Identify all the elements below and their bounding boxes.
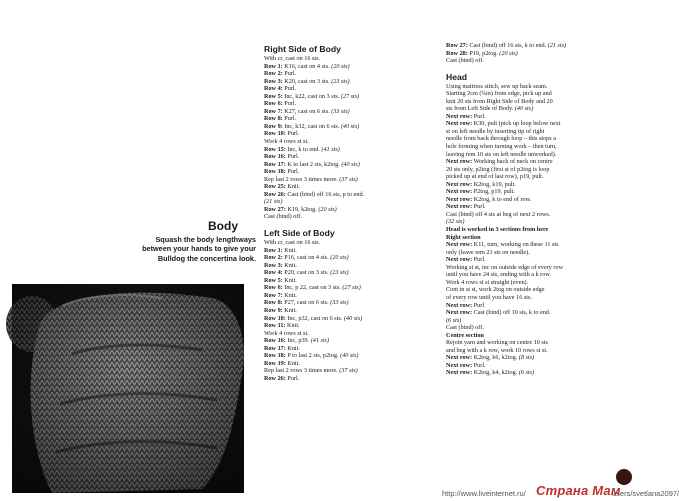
instruction-line — [446, 279, 646, 287]
instruction-text: P16, cast on 4 sts. — [282, 254, 331, 262]
instruction-text: Knit. — [282, 291, 297, 299]
instruction-text: K19, k2tog. — [285, 205, 319, 213]
instruction-line — [446, 188, 646, 196]
row-label: Row 17: — [264, 344, 286, 352]
watermark-logo: Страна Мам — [536, 483, 621, 498]
instruction-line — [446, 42, 646, 50]
instruction-line — [264, 307, 444, 315]
instruction-text: Purl. — [282, 115, 297, 123]
instruction-line — [446, 309, 646, 317]
head-instructions — [446, 83, 646, 377]
instruction-text: Rep last 2 rows 3 times more. — [264, 367, 340, 375]
instruction-subheading: Centre section — [446, 331, 484, 339]
row-label: Next row: — [446, 256, 473, 264]
right-side-instructions — [264, 55, 444, 221]
instruction-line — [264, 123, 444, 131]
instruction-line — [446, 90, 646, 98]
row-label: Row 10: — [264, 314, 286, 322]
instruction-text: Cast (bind) off. — [264, 213, 302, 221]
instruction-text: P2tog, p19, pult. — [472, 188, 515, 196]
row-label: Row 6: — [264, 284, 283, 292]
row-label: Row 8: — [264, 299, 283, 307]
instruction-line — [264, 284, 444, 292]
stitch-count: (20 sts) — [330, 254, 349, 262]
row-label: Row 28: — [446, 49, 468, 57]
instruction-line — [264, 367, 444, 375]
stitch-count: (40 sts) — [343, 314, 363, 322]
instruction-text: Purl. — [472, 112, 486, 120]
instruction-line — [264, 315, 444, 323]
instruction-line — [264, 115, 444, 123]
instruction-line — [264, 198, 444, 206]
instruction-line — [446, 369, 646, 377]
instruction-text: Inc, p39. — [285, 337, 311, 345]
instruction-text: Work 4 rows st st straight (even). — [446, 278, 529, 286]
instruction-text: P27, cast on 6 sts. — [282, 299, 331, 307]
instruction-text: Purl. — [282, 70, 297, 78]
instruction-text: Purl. — [472, 203, 486, 211]
watermark-user: users/svetlana2097/ — [612, 489, 679, 498]
instruction-line — [264, 262, 444, 270]
instruction-text: With cr, cast on 16 sts. — [264, 55, 321, 62]
instruction-line — [264, 108, 444, 116]
instruction-line — [446, 271, 646, 279]
row-label: Next row: — [446, 301, 473, 309]
row-label: Row 26: — [264, 374, 286, 382]
instruction-line — [446, 241, 646, 249]
watermark-url: http://www.liveinternet.ru/ — [442, 489, 526, 498]
instruction-text: Cast (bind) off 10 sts, k to end. — [472, 309, 551, 317]
body-text-line: Squash the body lengthways — [155, 235, 256, 244]
instruction-text: K16, cast on 4 sts. — [282, 62, 332, 70]
instruction-text: Inc, p32, cast on 6 sts. — [285, 314, 344, 322]
instruction-line — [446, 135, 646, 143]
instruction-text: Purl. — [472, 256, 486, 264]
instruction-line — [446, 50, 646, 58]
instruction-text: only (leave rem 21 sts on needle). — [446, 248, 530, 256]
instruction-text: Purl — [472, 301, 485, 309]
row-label: Row 3: — [264, 77, 283, 85]
stitch-count: (23 sts) — [331, 77, 350, 85]
instruction-text: Purl. — [285, 130, 300, 138]
instruction-line — [446, 354, 646, 362]
instruction-text: Cast (bind) off 4 sts at beg of next 2 rows. — [446, 210, 551, 218]
instruction-line — [264, 55, 444, 63]
row-label: Row 7: — [264, 291, 283, 299]
instruction-line — [446, 196, 646, 204]
instruction-line — [446, 158, 646, 166]
instruction-line — [264, 206, 444, 214]
row-label: Row 18: — [264, 168, 286, 176]
instruction-line — [446, 203, 646, 211]
stitch-count: (20 sts) — [318, 205, 337, 213]
instruction-line — [264, 78, 444, 86]
row-label: Row 9: — [264, 306, 283, 314]
instruction-text: needle from back through loop – this stops a — [446, 135, 556, 143]
row-label: Row 17: — [264, 160, 286, 168]
instruction-line — [446, 324, 646, 332]
stitch-count: (37 sts) — [339, 175, 358, 183]
watermark — [440, 483, 679, 501]
stitch-count: (40 sts) — [340, 122, 360, 130]
instruction-subheading: Right section — [446, 233, 481, 241]
stitch-count: (40 sts) — [340, 352, 359, 360]
right-column — [446, 42, 646, 377]
instruction-line — [446, 249, 646, 257]
row-label: Row 26: — [264, 190, 286, 198]
instruction-text: Purl. — [285, 153, 300, 161]
instruction-line — [446, 151, 646, 159]
instruction-text: Working st st, inc on outside edge of every row — [446, 263, 564, 271]
instruction-line — [446, 120, 646, 128]
right-side-final-rows — [446, 42, 646, 65]
instruction-line — [446, 173, 646, 181]
body-text-line: Bulldog the concertina look. — [157, 253, 256, 263]
row-label: Row 2: — [264, 70, 283, 78]
instruction-text: Knit. — [285, 359, 300, 367]
instruction-text: K27, cast on 6 sts. — [282, 107, 332, 115]
stitch-count: (33 sts) — [331, 107, 350, 115]
row-label: Row 4: — [264, 269, 283, 277]
instruction-text: Work 4 rows st st. — [264, 138, 309, 146]
instruction-text: Cast (bind) off. — [446, 324, 484, 332]
instruction-line — [264, 247, 444, 255]
instruction-line — [264, 153, 444, 161]
middle-column — [264, 44, 444, 382]
row-label: Next row: — [446, 309, 473, 317]
row-label: Row 16: — [264, 153, 286, 161]
instruction-text: P20, cast on 3 sts. — [282, 269, 331, 277]
instruction-line — [264, 330, 444, 338]
instruction-line — [446, 128, 646, 136]
row-label: Next row: — [446, 354, 473, 362]
instruction-text: Cast (bind) off 16 sts, k to end. — [467, 42, 548, 49]
instruction-line — [264, 269, 444, 277]
row-label: Row 19: — [264, 359, 286, 367]
instruction-line — [446, 83, 646, 91]
instruction-text: With cr, cast on 16 sts. — [264, 239, 321, 247]
row-label: Row 3: — [264, 261, 283, 269]
row-label: Row 16: — [264, 337, 286, 345]
instruction-line — [446, 362, 646, 370]
stitch-count: (33 sts) — [330, 299, 349, 307]
instruction-line — [264, 63, 444, 71]
instruction-text: Rejoin yarn and working on centre 10 sts — [446, 339, 548, 347]
row-label: Row 27: — [264, 205, 286, 213]
instruction-line — [264, 100, 444, 108]
row-label: Row 6: — [264, 100, 283, 108]
instruction-text: of every row until you have 16 sts. — [446, 293, 532, 301]
instruction-line — [264, 299, 444, 307]
stitch-count: (8 sts) — [518, 354, 535, 362]
instruction-text: picked up at end of last row), p19, pult. — [446, 173, 544, 181]
stitch-count: (21 sts) — [264, 198, 283, 206]
instruction-text: 20 sts only, p2tog (first st of p2tog is loop — [446, 165, 550, 173]
instruction-text: Rep last 2 rows 3 times more. — [264, 175, 340, 183]
instruction-text: Knit. — [282, 261, 297, 269]
instruction-line — [264, 345, 444, 353]
instruction-text: Cont in st st, work 2tog on outside edge — [446, 286, 545, 294]
row-label: Row 9: — [264, 122, 283, 130]
row-label: Row 1: — [264, 246, 283, 254]
stitch-count: (20 sts) — [331, 62, 350, 70]
instruction-text: Work 4 rows st st. — [264, 329, 309, 337]
instruction-text: Using mattress stitch, sew up back seam. — [446, 82, 548, 90]
instruction-text: hole forming when turning work – then turn, — [446, 143, 557, 151]
instruction-text: until you have 24 sts, ending with a k row. — [446, 271, 551, 279]
instruction-text: Purl. — [472, 361, 486, 369]
instruction-text: K to last 2 sts, k2tog. — [285, 160, 342, 168]
stitch-count: (6 sts) — [518, 369, 535, 377]
instruction-line — [264, 168, 444, 176]
body-text-line: between your hands to give your — [142, 244, 256, 254]
instruction-line — [446, 264, 646, 272]
instruction-line — [446, 143, 646, 151]
row-label: Row 2: — [264, 254, 283, 262]
stitch-count: (21 sts) — [547, 42, 567, 49]
instruction-text: K2tog, k6, k2tog. — [472, 354, 519, 362]
stitch-count: (6 sts) — [446, 316, 462, 324]
instruction-line — [264, 183, 444, 191]
instruction-text: P to last 2 sts, p2tog. — [285, 352, 341, 360]
left-side-instructions — [264, 239, 444, 382]
instruction-text: K2tog, k19, pult. — [472, 180, 516, 188]
right-side-title: Right Side of Body — [264, 44, 341, 54]
stitch-count: (41 sts) — [310, 337, 330, 345]
stitch-count: (27 sts) — [342, 284, 361, 292]
instruction-line — [446, 339, 646, 347]
row-label: Row 25: — [264, 183, 286, 191]
instruction-line — [264, 375, 444, 383]
instruction-text: Inc, p 22, cast on 3 sts. — [282, 284, 343, 292]
instruction-line — [446, 105, 646, 113]
instruction-line — [446, 211, 646, 219]
instruction-text: knit 20 sts from Right Side of Body and 20 — [446, 97, 553, 105]
instruction-text: Inc, k to end. — [285, 145, 322, 153]
instruction-line — [446, 294, 646, 302]
stitch-count: (27 sts) — [340, 92, 360, 100]
stitch-count: (20 sts) — [499, 49, 518, 57]
instruction-line — [446, 166, 646, 174]
instruction-line — [446, 226, 646, 234]
instruction-text: Purl. — [282, 100, 297, 108]
left-side-title: Left Side of Body — [264, 228, 335, 239]
instruction-text: P19, p2tog. — [467, 49, 500, 57]
instruction-text: Inc, k32, cast on 6 sts. — [282, 122, 341, 130]
instruction-text: Cast (bind) off 16 sts, p to end. — [285, 190, 365, 198]
body-section-title: Body — [208, 219, 238, 233]
row-label: Next row: — [446, 241, 473, 249]
stitch-count: (40 sts) — [341, 160, 360, 168]
row-label: Next row: — [446, 120, 473, 128]
row-label: Next row: — [446, 158, 473, 166]
row-label: Row 5: — [264, 92, 283, 100]
instruction-text: Knit. — [285, 183, 300, 191]
row-label: Row 4: — [264, 85, 283, 93]
instruction-line — [446, 347, 646, 355]
instruction-line — [446, 317, 646, 325]
stitch-count: (23 sts) — [330, 269, 349, 277]
instruction-line — [264, 213, 444, 221]
instruction-text: Purl. — [285, 168, 300, 176]
instruction-text: st on left needle by inserting tip of right — [446, 127, 545, 135]
instruction-line — [264, 352, 444, 360]
row-label: Next row: — [446, 195, 473, 203]
instruction-line — [264, 292, 444, 300]
row-label: Next row: — [446, 112, 473, 120]
instruction-line — [264, 360, 444, 368]
stitch-count: (32 sts) — [446, 218, 465, 226]
instruction-text: Knit. — [282, 276, 297, 284]
row-label: Row 18: — [264, 352, 286, 360]
instruction-line — [264, 239, 444, 247]
head-title: Head — [446, 71, 468, 82]
instruction-text: and beg with a k row, work 10 rows st st. — [446, 346, 548, 354]
instruction-line — [446, 302, 646, 310]
knitted-bulldog-photo — [12, 284, 244, 493]
instruction-line — [446, 234, 646, 242]
instruction-line — [264, 93, 444, 101]
instruction-line — [264, 161, 444, 169]
row-label: Next row: — [446, 188, 473, 196]
instruction-line — [446, 218, 646, 226]
row-label: Row 1: — [264, 62, 283, 70]
instruction-line — [264, 254, 444, 262]
instruction-line — [264, 85, 444, 93]
instruction-line — [264, 191, 444, 199]
instruction-line — [446, 181, 646, 189]
body-section-text — [96, 235, 256, 263]
instruction-line — [264, 322, 444, 330]
instruction-subheading: Head is worked in 3 sections from here — [446, 226, 549, 234]
instruction-line — [264, 337, 444, 345]
instruction-line — [264, 130, 444, 138]
instruction-line — [446, 113, 646, 121]
row-label: Next row: — [446, 180, 473, 188]
instruction-text: leaving rem 10 sts on left needle unworked). — [446, 150, 557, 158]
row-label: Row 8: — [264, 115, 283, 123]
stitch-count: (41 sts) — [321, 145, 340, 153]
instruction-text: Purl. — [282, 85, 297, 93]
instruction-line — [264, 176, 444, 184]
row-label: Row 15: — [264, 145, 286, 153]
row-label: Next row: — [446, 369, 473, 377]
instruction-line — [446, 286, 646, 294]
row-label: Row 27: — [446, 42, 468, 49]
instruction-text: K30, pult (pick up loop below next — [472, 120, 561, 128]
instruction-text: K20, cast on 3 sts. — [282, 77, 332, 85]
instruction-text: sts from Left Side of Body. — [446, 105, 515, 113]
instruction-text: K2tog, k4, k2tog. — [472, 369, 519, 377]
row-label: Next row: — [446, 361, 473, 369]
instruction-text: Knit. — [282, 246, 297, 254]
instruction-line — [446, 332, 646, 340]
row-label: Row 5: — [264, 276, 283, 284]
instruction-text: Knit. — [285, 322, 300, 330]
instruction-text: K11, turn, working on these 11 sts — [472, 241, 559, 249]
instruction-line — [446, 98, 646, 106]
instruction-text: Knit. — [282, 306, 297, 314]
instruction-line — [264, 277, 444, 285]
stitch-count: (40 sts) — [514, 105, 534, 113]
instruction-text: Working back of neck on centre — [472, 158, 553, 166]
instruction-line — [264, 146, 444, 154]
row-label: Row 7: — [264, 107, 283, 115]
instruction-text: Cast (bind) off. — [446, 57, 484, 65]
row-label: Row 11: — [264, 322, 286, 330]
instruction-text: Purl. — [285, 374, 300, 382]
instruction-text: Knit. — [285, 344, 300, 352]
row-label: Row 10: — [264, 130, 286, 138]
instruction-line — [446, 256, 646, 264]
instruction-text: K2tog, k to end of row. — [472, 195, 532, 203]
stitch-count: (37 sts) — [339, 367, 358, 375]
instruction-text: Starting 2cm (¾in) from edge, pick up and — [446, 90, 552, 98]
instruction-line — [264, 138, 444, 146]
instruction-line — [264, 70, 444, 78]
instruction-text: Inc, k22, cast on 3 sts. — [282, 92, 341, 100]
row-label: Next row: — [446, 203, 473, 211]
instruction-line — [446, 57, 646, 65]
